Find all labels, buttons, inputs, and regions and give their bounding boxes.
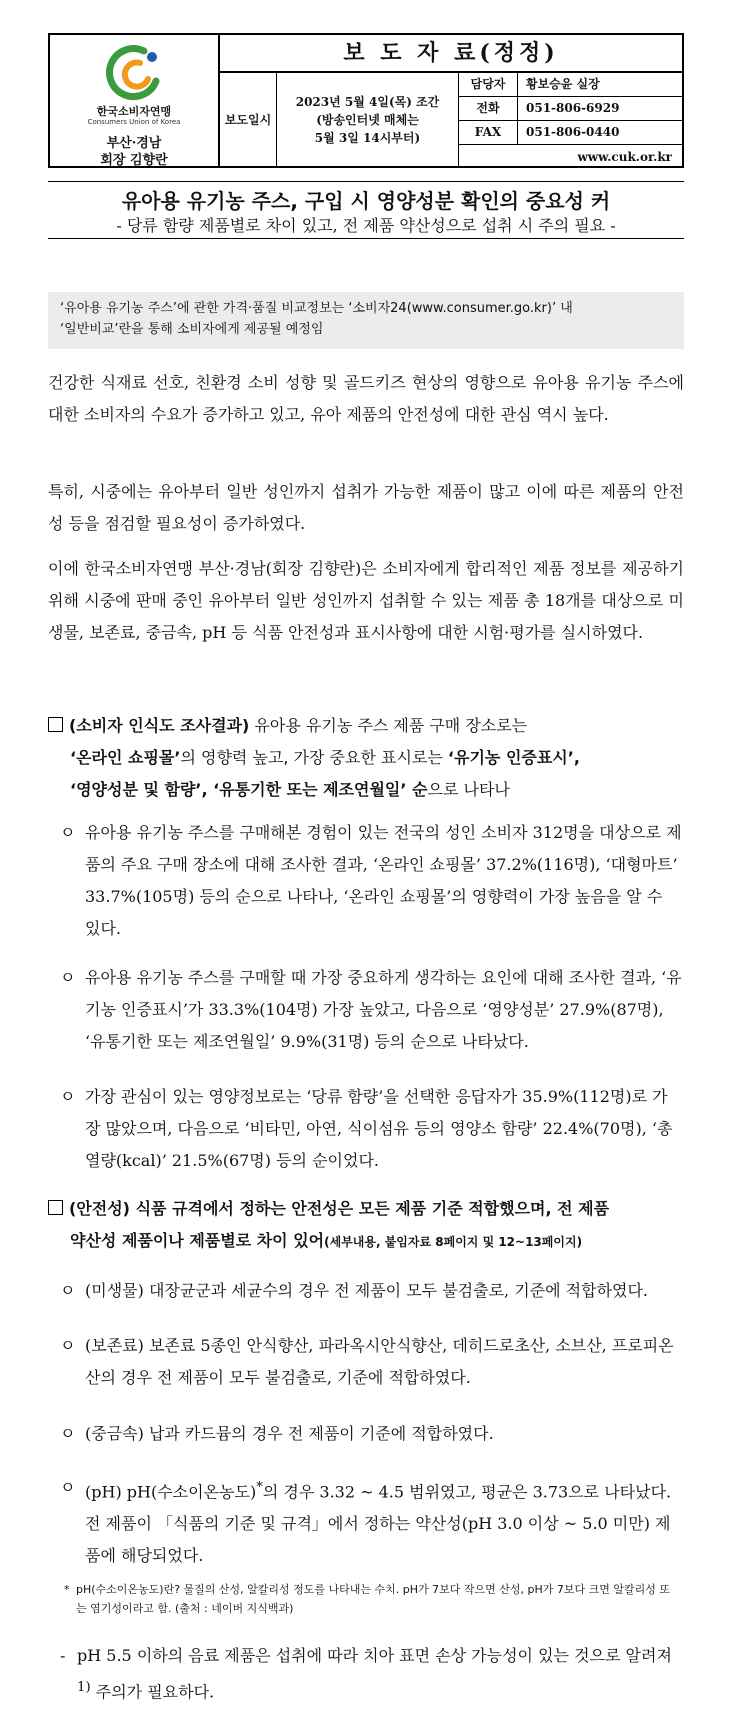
section-line (48, 742, 684, 774)
section-emph: ‘유기농 인증표시’, (447, 748, 580, 767)
press-header (48, 33, 684, 168)
release-date (277, 73, 459, 166)
org-logo-cell (50, 35, 220, 166)
checkbox-icon (48, 717, 63, 732)
section-line (48, 1225, 684, 1258)
release-label: 보도일시 (220, 73, 277, 166)
bullet-text: 가장 관심이 있는 영양정보로는 ‘당류 함량’을 선택한 응답자가 35.9%(112명)로 가장 많았으며, 다음으로 ‘비타민, 아연, 식이섬유 등의 영양소 함량’ 22.4%(70명), ‘총 열량(kcal)’ 21.5%(67명) 등의 순이었다. (85, 1087, 673, 1170)
contact-row (459, 97, 682, 121)
note-line-1: ‘유아용 유기농 주스’에 관한 가격·품질 비교정보는 ‘소비자24(www.consumer.go.kr)’ 내 (60, 301, 573, 316)
headline-title: 유아용 유기농 주스, 구입 시 영양성분 확인의 중요성 커 (121, 189, 611, 213)
contact-key: FAX (459, 121, 518, 144)
bullet-text: 의 경우 3.32 ~ 4.5 범위였고, 평균은 3.73으로 나타났다. 전 제품이 「식품의 기준 및 규격」에서 정하는 약산성(pH 3.0 이상 ~ 5.0 미만) 제품에 해당되었다. (85, 1482, 672, 1566)
region-block (50, 135, 218, 169)
dash-text: 주의가 필요하다. (90, 1682, 215, 1702)
footnote-star: * (256, 1480, 263, 1495)
section-emph: ‘온라인 쇼핑몰’ (70, 748, 181, 767)
org-logo-icon (104, 43, 164, 103)
body-paragraph: 건강한 식재료 선호, 친환경 소비 성향 및 골드키즈 현상의 영향으로 유아용 유기농 주스에 대한 소비자의 수요가 증가하고 있고, 유아 제품의 안전성에 대한 관심 역시 높다. (48, 373, 684, 424)
bullet-marker: ㅇ (60, 1281, 76, 1300)
dash-text: pH 5.5 이하의 음료 제품은 섭취에 따라 치아 표면 손상 가능성이 있는 것으로 알려져 (77, 1646, 672, 1665)
bullet-item (60, 1418, 682, 1450)
bullet-item-ph (60, 1472, 682, 1572)
note-line-2: ‘일반비교’란을 통해 소비자에게 제공될 예정임 (60, 322, 324, 337)
footnote-ref: 1) (77, 1680, 91, 1695)
section-text: 의 영향력 높고, 가장 중요한 표시로는 (180, 748, 448, 767)
bullet-marker: ㅇ (60, 1424, 76, 1443)
website-link[interactable]: www.cuk.or.kr (577, 150, 672, 164)
footnote-marker: * (64, 1583, 70, 1596)
checkbox-icon (48, 1200, 63, 1215)
body-paragraph: 특히, 시중에는 유아부터 일반 성인까지 섭취가 가능한 제품이 많고 이에 따른 제품의 안전성 등을 점검할 필요성이 증가하였다. (48, 482, 684, 533)
section-text: 으로 나타나 (427, 780, 510, 799)
release-date-line-3: 5월 3일 14시부터) (314, 130, 421, 145)
bullet-item (60, 962, 682, 1058)
dash-marker: - (60, 1646, 66, 1665)
contact-key: 전화 (459, 97, 518, 120)
contact-row (459, 73, 682, 97)
contact-key: 담당자 (459, 73, 518, 96)
section-head: (소비자 인식도 조사결과) (69, 716, 250, 735)
contact-table (459, 73, 682, 169)
footnote (64, 1580, 680, 1618)
section-emph: ‘영양성분 및 함량’, ‘유통기한 또는 제조연월일’ 순 (70, 780, 428, 799)
org-name: 한국소비자연맹 (96, 105, 172, 118)
bullet-marker: ㅇ (60, 823, 76, 842)
note-box (48, 292, 684, 349)
dash-item (60, 1640, 682, 1708)
section-ref: (세부내용, 붙임자료 8페이지 및 12~13페이지) (324, 1235, 583, 1249)
doc-title: 보 도 자 료(정정) (220, 35, 682, 73)
bullet-text: (보존료) 보존료 5종인 안식향산, 파라옥시안식향산, 데히드로초산, 소브산, 프로피온산의 경우 전 제품이 모두 불검출로, 기준에 적합하였다. (85, 1336, 674, 1387)
section-line (48, 774, 684, 806)
bullet-item (60, 817, 682, 945)
headline-subtitle: - 당류 함량 제품별로 차이 있고, 전 제품 약산성으로 섭취 시 주의 필요 - (116, 216, 616, 235)
section-safety (48, 1193, 684, 1258)
section-consumer-survey (48, 710, 684, 806)
bullet-text: 유아용 유기농 주스를 구매할 때 가장 중요하게 생각하는 요인에 대해 조사한 결과, ‘유기농 인증표시’가 33.3%(104명) 가장 높았고, 다음으로 ‘영양성분’ 27.9%(87명), ‘유통기한 또는 제조연월일’ 9.9%(31명) 등의 순으로 나타났다. (85, 968, 682, 1051)
headline-box (48, 181, 684, 239)
contact-value: 황보승윤 실장 (526, 77, 600, 91)
bullet-marker: ㅇ (60, 1087, 76, 1106)
bullet-marker: ㅇ (60, 968, 76, 987)
bullet-marker: ㅇ (60, 1336, 76, 1355)
bullet-text: (중금속) 납과 카드뮴의 경우 전 제품이 기준에 적합하였다. (85, 1424, 494, 1443)
bullet-text: 유아용 유기농 주스를 구매해본 경험이 있는 전국의 성인 소비자 312명을 대상으로 제품의 주요 구매 장소에 대해 조사한 결과, ‘온라인 쇼핑몰’ 37.2%(116명), ‘대형마트’ 33.7%(105명) 등의 순으로 나타나, ‘온라인 쇼핑몰’의 영향력이 가장 높음을 알 수 있다. (85, 823, 682, 938)
bullet-text: (pH) pH(수소이온농도) (85, 1482, 257, 1502)
bullet-item (60, 1275, 682, 1307)
contact-value: 051-806-6929 (526, 101, 620, 115)
org-name-en: Consumers Union of Korea (87, 118, 181, 126)
contact-value: 051-806-0440 (526, 125, 620, 139)
footnote-text: pH(수소이온농도)란? 물질의 산성, 알칼리성 정도를 나타내는 수치. pH가 7보다 작으면 산성, pH가 7보다 크면 알칼리성 또는 염기성이라고 함. (출처 : 네이버 지식백과) (76, 1583, 671, 1615)
bullet-text: (미생물) 대장균군과 세균수의 경우 전 제품이 모두 불검출로, 기준에 적합하였다. (85, 1281, 649, 1300)
body-paragraph: 이에 한국소비자연맹 부산·경남(회장 김향란)은 소비자에게 합리적인 제품 정보를 제공하기 위해 시중에 판매 중인 유아부터 일반 성인까지 섭취할 수 있는 제품 총 18개를 대상으로 미생물, 보존료, 중금속, pH 등 식품 안전성과 표시사항에 대한 시험·평가를 실시하였다. (48, 559, 684, 642)
section-emph: 약산성 제품이나 제품별로 차이 있어 (70, 1231, 325, 1250)
contact-row (459, 121, 682, 145)
release-date-line-1: 2023년 5월 4일(목) 조간 (295, 94, 440, 109)
section-head: (안전성) 식품 규격에서 정하는 안전성은 모든 제품 기준 적합했으며, 전 제품 (69, 1199, 610, 1218)
bullet-item (60, 1330, 682, 1394)
bullet-marker: ㅇ (60, 1478, 76, 1497)
section-text: 유아용 유기농 주스 제품 구매 장소로는 (249, 716, 528, 735)
bullet-item (60, 1081, 682, 1177)
president: 회장 김향란 (100, 153, 168, 168)
region: 부산·경남 (106, 136, 162, 151)
release-date-line-2: (방송인터넷 매체는 (316, 112, 419, 127)
